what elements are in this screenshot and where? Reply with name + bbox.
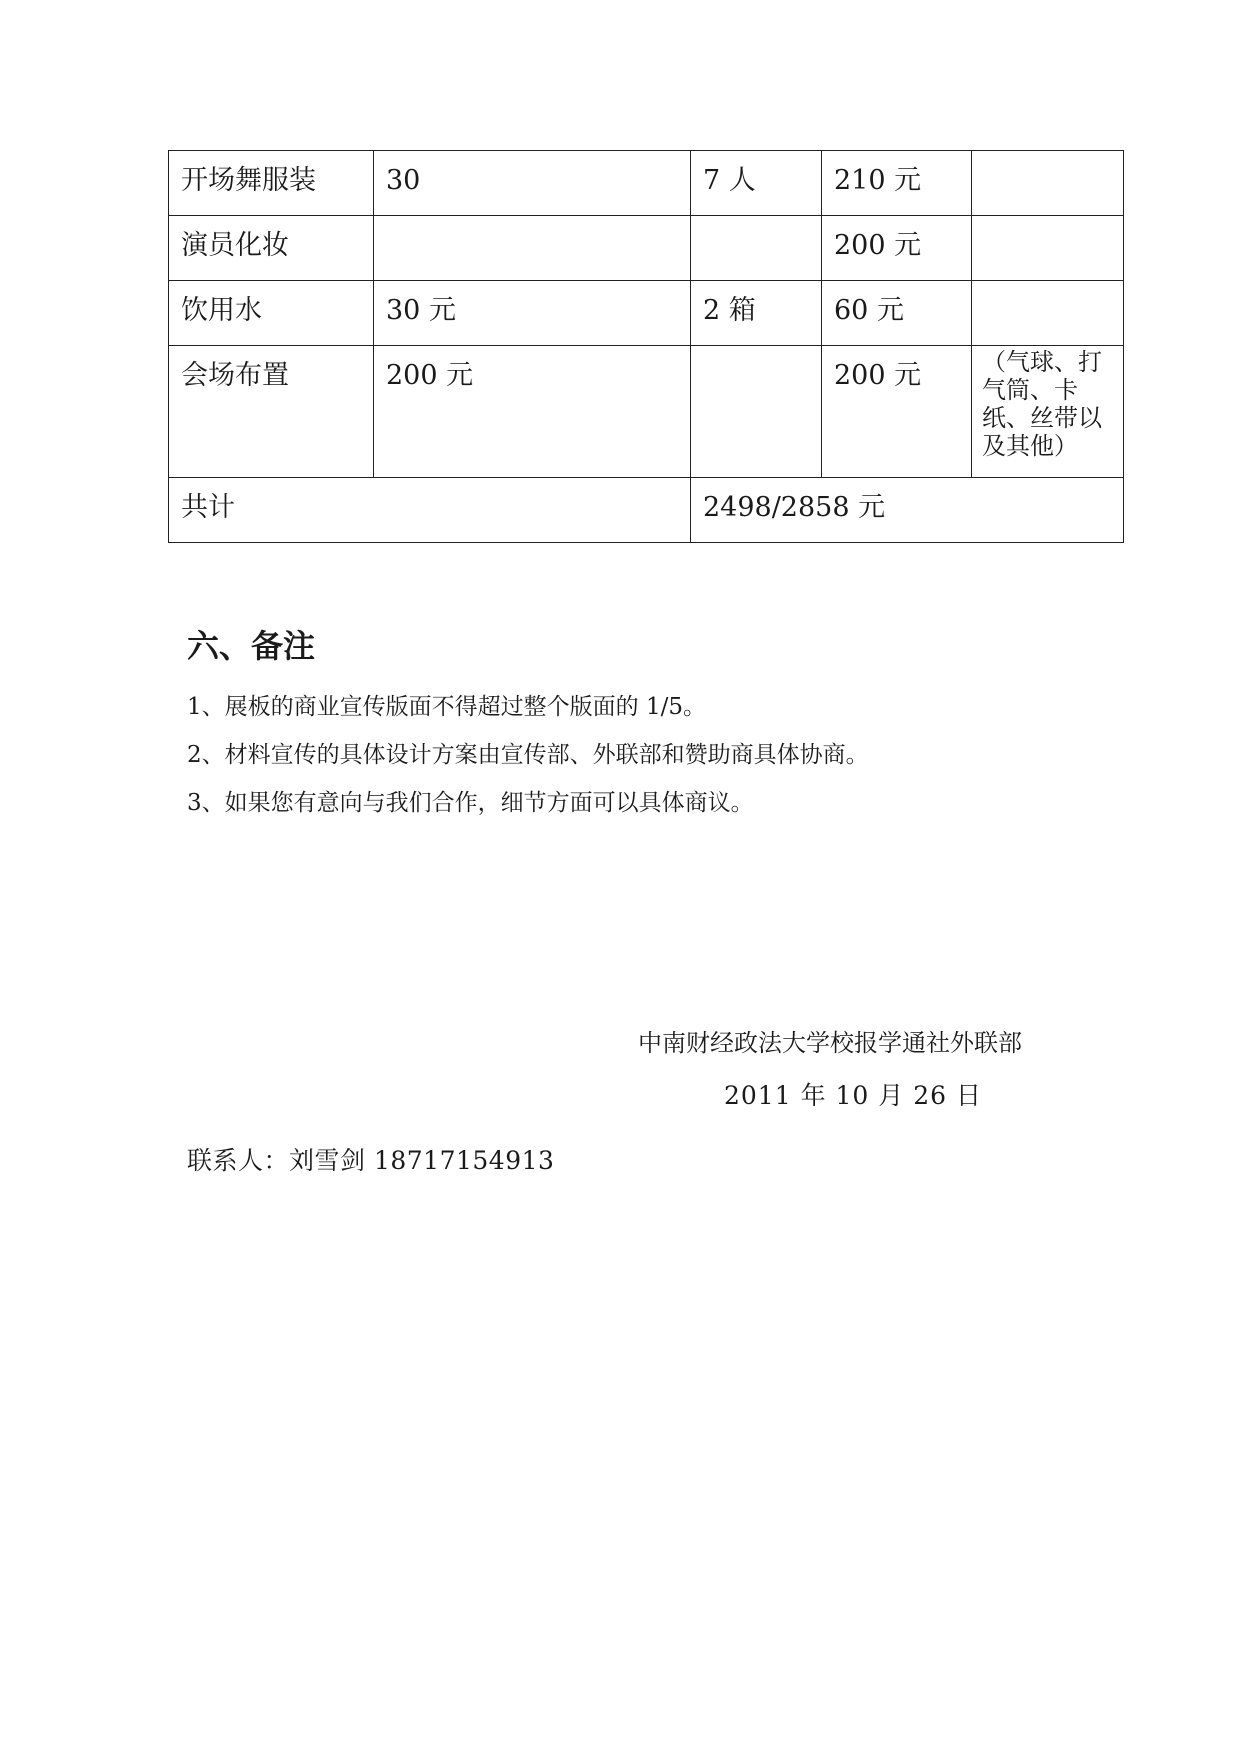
total-label: 共计 [169,478,691,543]
subtotal-cell: 200 元 [822,216,972,281]
quantity-cell [691,346,822,478]
remark-item: 3、如果您有意向与我们合作，细节方面可以具体商议。 [187,790,754,816]
contact-info: 联系人：刘雪剑 18717154913 [187,1146,555,1175]
table-row [169,151,1124,216]
table-row [169,281,1124,346]
quantity-cell: 2 箱 [691,281,822,346]
remarks-title: 六、备注 [187,627,316,665]
table-row [169,216,1124,281]
total-row [169,478,1124,543]
note-cell [972,151,1124,216]
note-cell [972,281,1124,346]
signature-date: 2011 年 10 月 26 日 [724,1081,982,1110]
budget-table [168,150,1124,543]
unit-price-cell: 30 [374,151,691,216]
note-cell [972,216,1124,281]
remarks-list [187,683,869,827]
unit-price-cell: 200 元 [374,346,691,478]
remark-item: 2、材料宣传的具体设计方案由宣传部、外联部和赞助商具体协商。 [187,742,869,768]
total-value: 2498/2858 元 [691,478,1124,543]
subtotal-cell: 200 元 [822,346,972,478]
item-cell: 演员化妆 [169,216,374,281]
signature-organization: 中南财经政法大学校报学通社外联部 [638,1029,1022,1057]
quantity-cell: 7 人 [691,151,822,216]
subtotal-cell: 60 元 [822,281,972,346]
table-row [169,346,1124,478]
unit-price-cell: 30 元 [374,281,691,346]
item-cell: 会场布置 [169,346,374,478]
unit-price-cell [374,216,691,281]
quantity-cell [691,216,822,281]
item-cell: 开场舞服装 [169,151,374,216]
item-cell: 饮用水 [169,281,374,346]
remark-item: 1、展板的商业宣传版面不得超过整个版面的 1/5。 [187,694,706,720]
subtotal-cell: 210 元 [822,151,972,216]
note-cell: （气球、打气筒、卡纸、丝带以及其他） [972,346,1124,478]
